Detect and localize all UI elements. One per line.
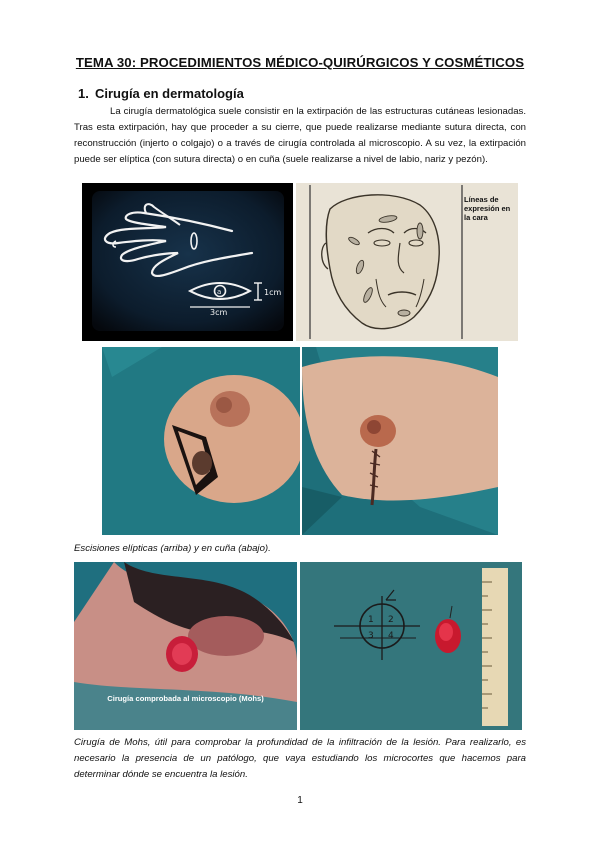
section-heading <box>78 86 244 101</box>
face-drawing-label: Líneas de expresión en la cara <box>464 195 511 222</box>
elliptical-excision-photo <box>102 347 300 535</box>
mohs-map-photo <box>300 562 522 730</box>
quadrant-1: 1 <box>368 615 374 625</box>
intro-paragraph <box>74 104 526 168</box>
intro-text: La cirugía dermatológica suele consistir en la extirpación de las estructuras cutáneas lesionadas. Tras esta extirpación, hay que proceder a su cierre, que puede realizarse mediante sutura directa, con reconstrucción (injerto o colgajo) o a través de cirugía controlada al microscopio. A su vez, la extirpación puede ser elíptica (con sutura directa) o en cuña (suele realizarse a nivel de labio, nariz y pezón). <box>74 106 526 165</box>
section-title: Cirugía en dermatología <box>95 86 244 101</box>
hand-ellipse-diagram <box>82 183 293 341</box>
quadrant-4: 4 <box>388 631 394 641</box>
mohs-overlay-label: Cirugía comprobada al microscopio (Mohs) <box>107 694 264 703</box>
dimension-width: 3cm <box>210 308 228 317</box>
page-number: 1 <box>297 795 303 806</box>
ellipse-marker: a <box>217 288 222 296</box>
page-title: TEMA 30: PROCEDIMIENTOS MÉDICO-QUIRÚRGICOS Y COSMÉTICOS <box>75 55 525 70</box>
quadrant-3: 3 <box>368 631 374 641</box>
face-expression-lines-drawing <box>296 183 518 341</box>
mohs-surgery-photo <box>74 562 297 730</box>
quadrant-2: 2 <box>388 615 394 625</box>
section-number: 1. <box>78 86 89 101</box>
caption-excisions: Escisiones elípticas (arriba) y en cuña (abajo). <box>74 543 271 554</box>
caption-mohs: Cirugía de Mohs, útil para comprobar la profundidad de la infiltración de la lesión. Para realizarlo, es necesario la presencia de un patólogo, que vaya estudiando los microcortes que hacemos para determinar dónde se encuentra la lesión. <box>74 737 526 780</box>
dimension-height: 1cm <box>264 288 282 297</box>
wedge-excision-photo <box>302 347 498 535</box>
